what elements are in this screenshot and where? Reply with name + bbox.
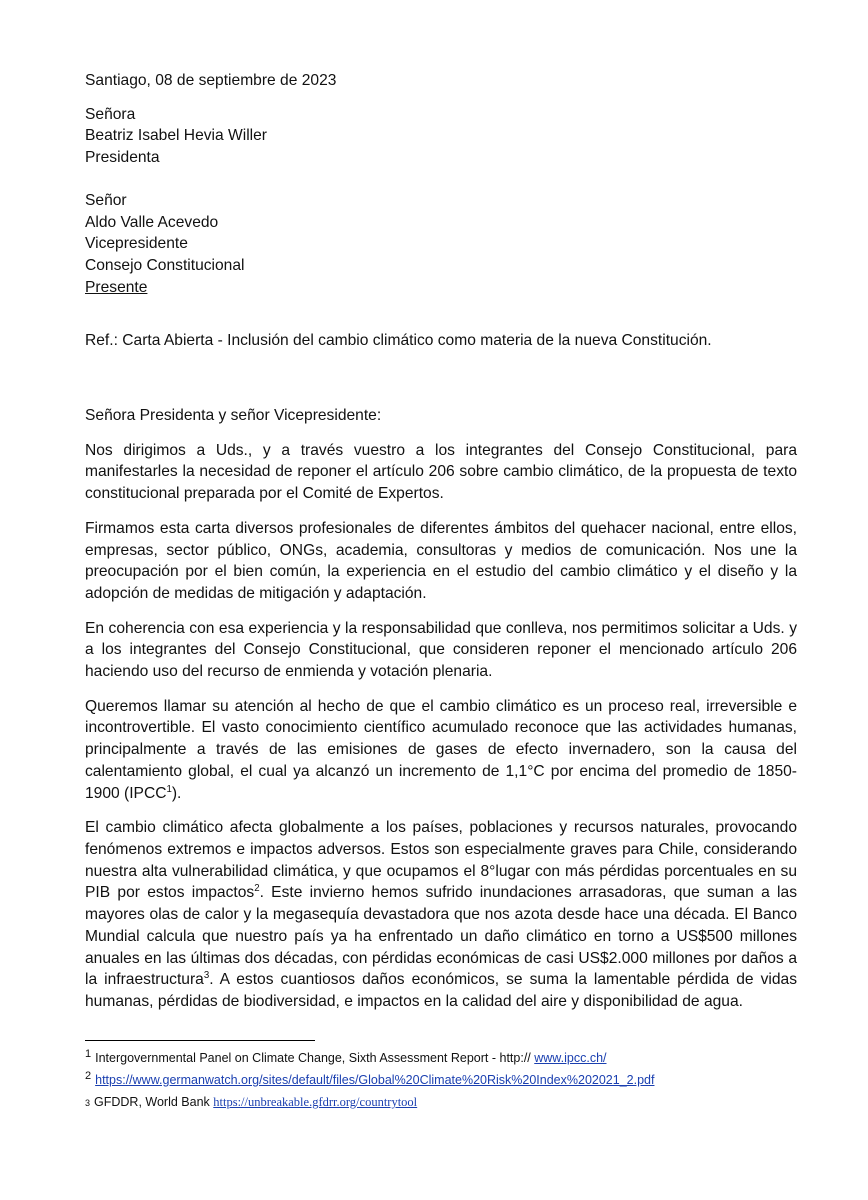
footnote-3 xyxy=(85,1093,797,1112)
paragraph-4-text-b: ). xyxy=(171,784,182,802)
paragraph-5-text-a: El cambio climático afecta globalmente a los países, poblaciones y recursos naturales, provocando fenómenos extremos e impactos adversos. Estos son especialmente graves para Chile, considerando nuestra alta vulnerabilidad climática, y que ocupamos el 8°lugar con más pérdidas porcentuales en su PIB por estos impactos xyxy=(85,819,797,902)
recipient2-name: Aldo Valle Acevedo xyxy=(85,213,219,231)
paragraph-4 xyxy=(85,696,797,805)
footnote-2 xyxy=(85,1071,797,1090)
paragraph-5-text-c: . A estos cuantiosos daños económicos, se suma la lamentable pérdida de vidas humanas, pérdidas de biodiversidad, e impactos en la calidad del aire y disponibilidad de agua. xyxy=(85,971,797,1010)
paragraph-5-text-b: . Este invierno hemos sufrido inundaciones arrasadoras, que suman a las mayores olas de calor y la megasequía devastadora que nos azota desde hace una década. El Banco Mundial calcula que nuestro país ya ha enfrentado un daño climático en torno a US$500 millones anuales en las últimas dos décadas, con pérdidas económicas de casi US$2.000 millones por daños a la infraestructura xyxy=(85,884,797,989)
recipient1-title: Señora xyxy=(85,105,136,123)
footnote-2-number: 2 xyxy=(85,1069,92,1082)
letter-date: Santiago, 08 de septiembre de 2023 xyxy=(85,72,337,89)
reference-line: Ref.: Carta Abierta - Inclusión del cambio climático como materia de la nueva Constitución. xyxy=(85,332,712,350)
footnote-ref-1: 1 xyxy=(166,783,172,795)
recipient-block-1 xyxy=(85,104,797,169)
footnote-3-link[interactable]: https://unbreakable.gfdrr.org/countrytool xyxy=(213,1095,418,1109)
footnote-1-number: 1 xyxy=(85,1047,92,1060)
footnotes-section xyxy=(85,1040,797,1115)
recipient1-name: Beatriz Isabel Hevia Willer xyxy=(85,127,267,145)
paragraph-4-text-a: Queremos llamar su atención al hecho de que el cambio climático es un proceso real, irreversible e incontrovertible. El vasto conocimiento científico acumulado reconoce que las actividades humanas, principalmente a través de las emisiones de gases de efecto invernadero, son la causa del calentamiento global, el cual ya alcanzó un incremento de 1,1°C por encima del promedio de 1850-1900 (IPCC xyxy=(85,697,797,802)
paragraph-5 xyxy=(85,817,797,1012)
footnote-1-link[interactable]: www.ipcc.ch/ xyxy=(534,1051,607,1065)
paragraph-3: En coherencia con esa experiencia y la responsabilidad que conlleva, nos permitimos solicitar a Uds. y a los integrantes del Consejo Constitucional, que consideren reponer el mencionado artículo 206 haciendo uso del recurso de enmienda y votación plenaria. xyxy=(85,619,797,681)
paragraph-2: Firmamos esta carta diversos profesionales de diferentes ámbitos del quehacer nacional, entre ellos, empresas, sector público, ONGs, academia, consultoras y medios de comunicación. Nos une la preocupación por el bien común, la experiencia en el estudio del cambio climático y el diseño y la adopción de medidas de mitigación y adaptación. xyxy=(85,519,797,602)
footnote-2-link[interactable]: https://www.germanwatch.org/sites/default/files/Global%20Climate%20Risk%20Index%202021_2.pdf xyxy=(95,1073,655,1087)
footnote-divider xyxy=(85,1040,315,1041)
footnote-1-text: Intergovernmental Panel on Climate Change, Sixth Assessment Report - http:// xyxy=(95,1051,535,1065)
spacer xyxy=(85,169,797,190)
footnote-1 xyxy=(85,1049,797,1068)
recipient-block-2 xyxy=(85,190,797,299)
presente-label: Presente xyxy=(85,278,148,296)
footnote-ref-3: 3 xyxy=(203,970,210,982)
footnote-3-text: GFDDR, World Bank xyxy=(94,1095,214,1109)
footnote-3-number: 3 xyxy=(85,1098,91,1108)
footnote-ref-2: 2 xyxy=(254,883,260,895)
salutation: Señora Presidenta y señor Vicepresidente: xyxy=(85,407,382,425)
paragraph-1: Nos dirigimos a Uds., y a través vuestro a los integrantes del Consejo Constitucional, para manifestarles la necesidad de reponer el artículo 206 sobre cambio climático, de la propuesta de texto constitucional preparada por el Comité de Expertos. xyxy=(85,441,797,503)
recipient1-role: Presidenta xyxy=(85,149,160,167)
letter-body xyxy=(85,70,797,1013)
recipient2-org: Consejo Constitucional xyxy=(85,256,245,274)
recipient2-role: Vicepresidente xyxy=(85,235,188,253)
recipient2-title: Señor xyxy=(85,191,127,209)
